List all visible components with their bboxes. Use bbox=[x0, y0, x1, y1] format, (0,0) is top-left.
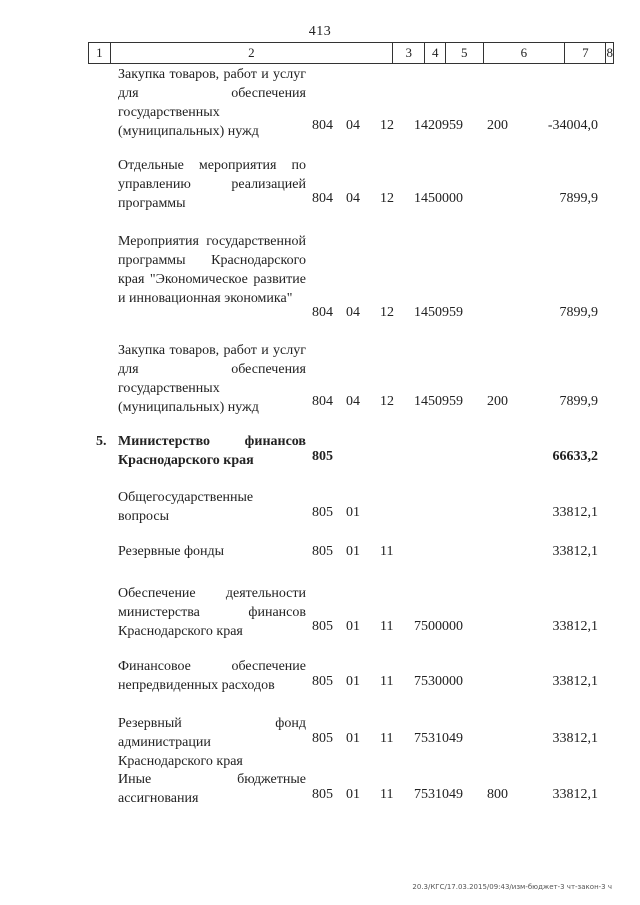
header-col-4: 4 bbox=[425, 43, 446, 63]
row-section: 04 bbox=[346, 394, 360, 409]
row-amount: -34004,0 bbox=[547, 118, 598, 133]
row-subsection: 12 bbox=[380, 118, 394, 133]
header-col-7: 7 bbox=[565, 43, 606, 63]
row-name: Обеспечение деятельности министерства финансов Краснодарского края bbox=[118, 586, 306, 639]
row-department: 804 bbox=[312, 191, 333, 206]
row-subsection: 11 bbox=[380, 731, 394, 746]
row-name: Закупка товаров, работ и услуг для обеспечения государственных (муниципальных) нужд bbox=[118, 343, 306, 415]
row-name: Мероприятия государственной программы Краснодарского края "Экономическое развитие и инновационная экономика" bbox=[118, 234, 306, 306]
row-section: 04 bbox=[346, 191, 360, 206]
row-section: 01 bbox=[346, 674, 360, 689]
row-name: Общегосударственные вопросы bbox=[118, 490, 254, 524]
row-target-article: 1450959 bbox=[414, 394, 463, 409]
table-row bbox=[0, 232, 640, 322]
row-amount: 33812,1 bbox=[552, 674, 598, 689]
row-subsection: 12 bbox=[380, 305, 394, 320]
row-amount: 33812,1 bbox=[552, 619, 598, 634]
row-expense-type: 200 bbox=[487, 394, 508, 409]
row-section: 04 bbox=[346, 305, 360, 320]
table-row bbox=[0, 156, 640, 211]
row-subsection: 12 bbox=[380, 191, 394, 206]
header-col-3: 3 bbox=[393, 43, 425, 63]
row-department: 805 bbox=[312, 544, 333, 559]
row-name: Финансовое обеспечение непредвиденных расходов bbox=[118, 659, 306, 693]
table-row bbox=[0, 584, 640, 639]
row-amount: 7899,9 bbox=[559, 305, 598, 320]
row-amount: 33812,1 bbox=[552, 787, 598, 802]
row-number: 5. bbox=[96, 434, 107, 449]
row-name: Резервный фонд администрации Краснодарского края bbox=[118, 716, 306, 769]
page-number: 413 bbox=[308, 24, 332, 39]
row-amount: 7899,9 bbox=[559, 394, 598, 409]
row-department: 805 bbox=[312, 731, 333, 746]
row-subsection: 11 bbox=[380, 544, 394, 559]
row-subsection: 12 bbox=[380, 394, 394, 409]
row-target-article: 1420959 bbox=[414, 118, 463, 133]
row-name: Закупка товаров, работ и услуг для обеспечения государственных (муниципальных) нужд bbox=[118, 67, 306, 139]
table-row bbox=[0, 714, 640, 769]
header-col-6: 6 bbox=[484, 43, 566, 63]
header-col-1: 1 bbox=[89, 43, 111, 63]
table-header bbox=[88, 42, 614, 64]
row-department: 804 bbox=[312, 305, 333, 320]
table-row bbox=[0, 657, 640, 691]
row-name: Министерство финансов Краснодарского края bbox=[118, 434, 306, 468]
row-department: 805 bbox=[312, 674, 333, 689]
row-amount: 33812,1 bbox=[552, 731, 598, 746]
row-expense-type: 200 bbox=[487, 118, 508, 133]
row-amount: 7899,9 bbox=[559, 191, 598, 206]
row-department: 804 bbox=[312, 118, 333, 133]
row-target-article: 7500000 bbox=[414, 619, 463, 634]
row-department: 804 bbox=[312, 394, 333, 409]
row-subsection: 11 bbox=[380, 787, 394, 802]
footer-stamp: 20.3/КГС/17.03.2015/09:43/изм-бюджет-3 чт-закон-3 ч bbox=[412, 883, 612, 891]
table-row bbox=[0, 488, 640, 522]
row-department: 805 bbox=[312, 619, 333, 634]
row-department: 805 bbox=[312, 449, 333, 464]
table-row bbox=[0, 542, 640, 561]
row-section: 01 bbox=[346, 731, 360, 746]
table-row bbox=[0, 65, 640, 139]
row-subsection: 11 bbox=[380, 619, 394, 634]
row-section: 01 bbox=[346, 544, 360, 559]
row-section: 04 bbox=[346, 118, 360, 133]
table-row bbox=[0, 432, 640, 466]
row-target-article: 1450000 bbox=[414, 191, 463, 206]
row-name: Иные бюджетные ассигнования bbox=[118, 772, 306, 806]
row-section: 01 bbox=[346, 619, 360, 634]
row-target-article: 7531049 bbox=[414, 787, 463, 802]
header-col-8: 8 bbox=[606, 45, 613, 60]
row-subsection: 11 bbox=[380, 674, 394, 689]
row-department: 805 bbox=[312, 505, 333, 520]
row-section: 01 bbox=[346, 505, 360, 520]
row-amount: 33812,1 bbox=[552, 505, 598, 520]
row-section: 01 bbox=[346, 787, 360, 802]
row-amount: 33812,1 bbox=[552, 544, 598, 559]
header-col-2: 2 bbox=[111, 43, 393, 63]
row-name: Отдельные мероприятия по управлению реализацией программы bbox=[118, 158, 306, 211]
row-target-article: 1450959 bbox=[414, 305, 463, 320]
row-expense-type: 800 bbox=[487, 787, 508, 802]
row-name: Резервные фонды bbox=[118, 544, 225, 559]
row-department: 805 bbox=[312, 787, 333, 802]
header-col-5: 5 bbox=[446, 43, 483, 63]
table-row bbox=[0, 341, 640, 415]
row-amount: 66633,2 bbox=[552, 449, 598, 464]
row-target-article: 7531049 bbox=[414, 731, 463, 746]
row-target-article: 7530000 bbox=[414, 674, 463, 689]
table-row bbox=[0, 770, 640, 804]
